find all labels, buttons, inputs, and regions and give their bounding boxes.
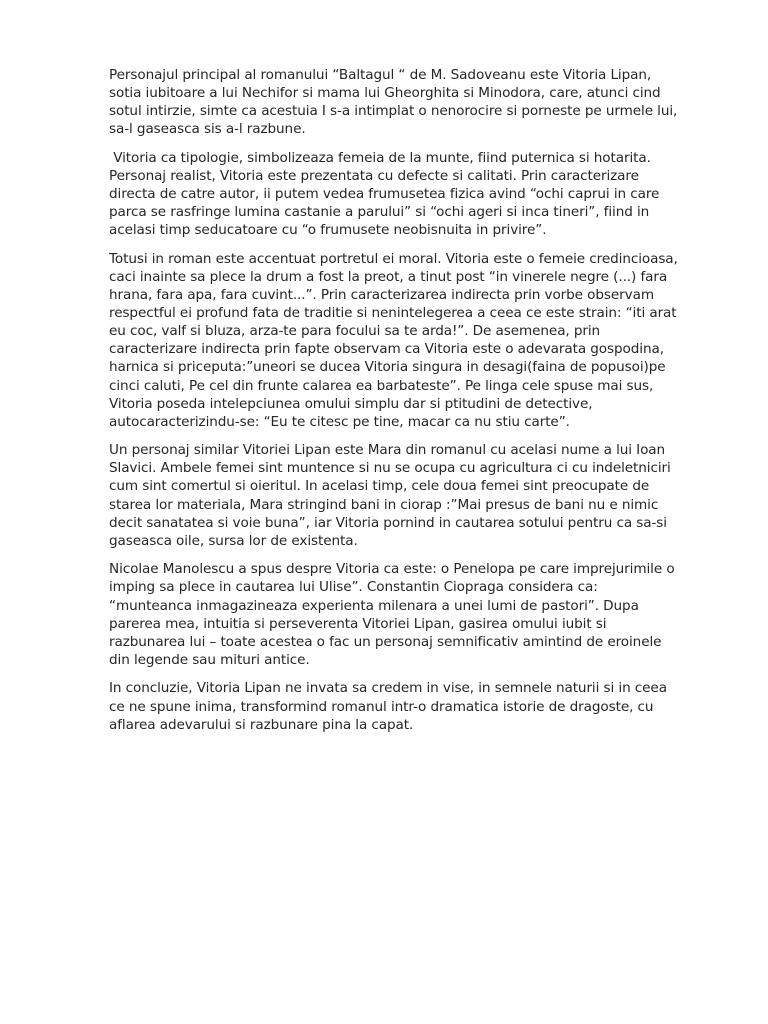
text-line: eu coc, valf si bluza, arza-te para focului sa te arda!”. De asemenea, prin bbox=[109, 323, 601, 340]
text-line: Personajul principal al romanului “Baltagul “ de M. Sadoveanu este Vitoria Lipan, bbox=[109, 67, 652, 83]
text-line: directa de catre autor, ii putem vedea frumusetea fizica avind “ochi caprui in care bbox=[109, 186, 660, 203]
text-line: decit sanatatea si voie buna”, iar Vitoria pornind in cautarea sotului pentru ca sa-si bbox=[109, 514, 667, 531]
text-line: acelasi timp seducatoare cu “o frumusete neobisnuita in privire”. bbox=[109, 222, 547, 239]
text-line: starea lor materiala, Mara stringind bani in ciorap :”Mai presus de bani nu e nimic bbox=[109, 496, 659, 513]
paragraph-5 bbox=[109, 560, 715, 669]
text-line: autocaracterizindu-se: “Eu te citesc pe tine, macar ca nu stiu carte”. bbox=[109, 413, 570, 430]
text-line: sotul intirzie, simte ca acestuia I s-a intimplat o nenorocire si porneste pe urmele lui, bbox=[109, 103, 678, 120]
text-line: Personaj realist, Vitoria este prezentata cu defecte si calitati. Prin caracterizare bbox=[109, 167, 639, 184]
text-line: cum sint comertul si oieritul. In acelasi timp, cele doua femei sint preocupate de bbox=[109, 478, 650, 495]
text-line: aflarea adevarului si razbunare pina la capat. bbox=[109, 716, 414, 733]
document-body bbox=[109, 66, 715, 744]
text-line: Vitoria poseda intelepciunea omului simplu dar si ptitudini de detective, bbox=[109, 395, 593, 412]
text-line: din legende sau mituri antice. bbox=[109, 651, 310, 668]
text-line: hrana, fara apa, fara cuvint...”. Prin caracterizarea indirecta prin vorbe observam bbox=[109, 287, 654, 304]
text-line: respectful ei profund fata de traditie si nenintelegerea a ceea ce este strain: “iti arat bbox=[109, 305, 677, 322]
text-line: caracterizare indirecta prin fapte observam ca Vitoria este o adevarata gospodina, bbox=[109, 341, 664, 358]
paragraph-4 bbox=[109, 441, 715, 550]
paragraph-3 bbox=[109, 250, 715, 431]
text-line: parerea mea, intuitia si perseverenta Vitoriei Lipan, gasirea omului iubit si bbox=[109, 615, 607, 632]
paragraph-6 bbox=[109, 679, 715, 733]
text-line: Vitoria ca tipologie, simbolizeaza femeia de la munte, fiind puternica si hotarita. bbox=[109, 149, 651, 166]
text-line: Nicolae Manolescu a spus despre Vitoria ca este: o Penelopa pe care imprejurimile o bbox=[109, 561, 675, 578]
text-line: caci inainte sa plece la drum a fost la preot, a tinut post “in vinerele negre (...) fara bbox=[109, 268, 668, 285]
paragraph-2 bbox=[109, 149, 715, 239]
paragraph-1 bbox=[109, 66, 715, 138]
text-line: sa-l gaseasca sis a-l razbune. bbox=[109, 121, 306, 138]
text-line: cinci caluti, Pe cel din frunte calarea ea barbateste”. Pe linga cele spuse mai sus, bbox=[109, 377, 654, 394]
text-line: ce ne spune inima, transformind romanul intr-o dramatica istorie de dragoste, cu bbox=[109, 698, 654, 715]
text-line: Slavici. Ambele femei sint muntence si nu se ocupa cu agricultura ci cu indeletniciri bbox=[109, 460, 671, 477]
text-line: imping sa plece in cautarea lui Ulise”. Constantin Ciopraga considera ca: bbox=[109, 579, 598, 596]
text-line: harnica si priceputa:”uneori se ducea Vitoria singura in desagi(faina de popusoi)pe bbox=[109, 359, 666, 376]
text-line: gaseasca oile, sursa lor de existenta. bbox=[109, 532, 358, 549]
text-line: In concluzie, Vitoria Lipan ne invata sa credem in vise, in semnele naturii si in ceea bbox=[109, 680, 667, 697]
text-line: sotia iubitoare a lui Nechifor si mama lui Gheorghita si Minodora, care, atunci cind bbox=[109, 85, 661, 102]
text-line: razbunarea lui – toate acestea o fac un personaj semnificativ amintind de eroinele bbox=[109, 633, 662, 650]
text-line: parca se rasfringe lumina castanie a parului” si “ochi ageri si inca tineri”, fiind in bbox=[109, 204, 650, 221]
text-line: Un personaj similar Vitoriei Lipan este Mara din romanul cu acelasi nume a lui Ioan bbox=[109, 442, 666, 459]
text-line: Totusi in roman este accentuat portretul ei moral. Vitoria este o femeie credincioasa, bbox=[109, 250, 678, 267]
text-line: “munteanca inmagazineaza experienta milenara a unei lumi de pastori”. Dupa bbox=[109, 597, 639, 614]
